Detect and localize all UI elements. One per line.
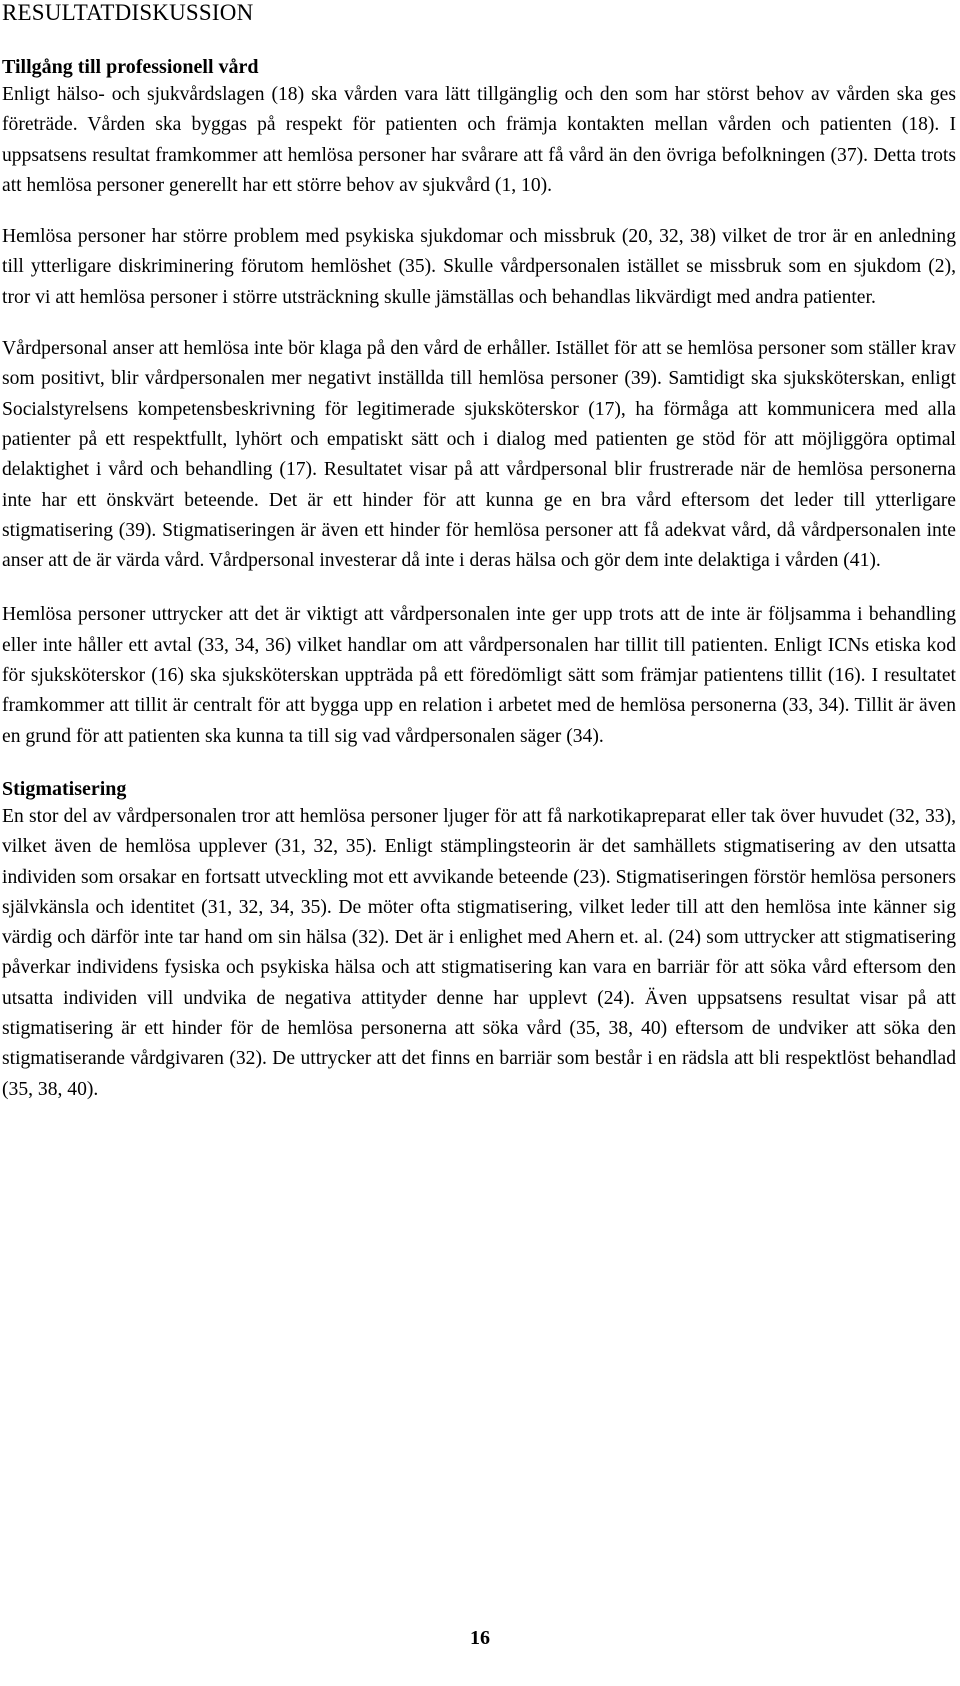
paragraph: Hemlösa personer har större problem med psykiska sjukdomar och missbruk (20, 32, 38) vilket de tror är en anledning till ytterligare diskriminering förutom hemlöshet (35). Skulle vårdpersonalen istället se missbruk som en sjukdom (2), tror vi att hemlösa personer i större utsträckning skulle jämställas och behandlas likvärdigt med andra patienter. <box>2 226 956 308</box>
section-heading-access: Tillgång till professionell vård <box>2 56 259 78</box>
paragraph: Vårdpersonal anser att hemlösa inte bör klaga på den vård de erhåller. Istället för att se hemlösa personer som ställer krav som positivt, blir vårdpersonalen mer negativt inställda till hemlösa personer (39). Samtidigt ska sjuksköterskan, enligt Socialstyrelsens kompetensbeskrivning för legitimerade sjuksköterskor (17), ha förmåga att kommunicera med alla patienter på ett respektfullt, lyhört och empatiskt sätt och i dialog med patienten ge stöd för att möjliggöra optimal delaktighet i vård och behandling (17). Resultatet visar på att vårdpersonal blir frustrerade när de hemlösa personerna inte har ett önskvärt beteende. Det är ett hinder för att kunna ge en bra vård eftersom det leder till ytterligare stigmatisering (39). Stigmatiseringen är även ett hinder för hemlösa personer att få adekvat vård, då vårdpersonalen inte anser att de är värda vård. Vårdpersonal investerar då inte i deras hälsa och gör dem inte delaktiga i vården (41). <box>2 338 956 572</box>
section-heading-stigma: Stigmatisering <box>2 777 127 800</box>
page-number: 16 <box>470 1627 490 1649</box>
spacer <box>2 26 956 54</box>
main-title: RESULTATDISKUSSION <box>2 0 254 25</box>
paragraph: En stor del av vårdpersonalen tror att hemlösa personer ljuger för att få narkotikapreparat eller tak över huvudet (32, 33), vilket även de hemlösa upplever (31, 32, 35). Enligt stämplingsteorin är det samhällets stigmatisering av den utsatta individen som orsakar en fortsatt utveckling mot ett avvikande beteende (23). Stigmatiseringen förstör hemlösa personers självkänsla och identitet (31, 32, 34, 35). De möter ofta stigmatisering, vilket leder till att den hemlösa inte känner sig värdig och därför inte tar hand om sin hälsa (32). Det är i enlighet med Ahern et. al. (24) som uttrycker att stigmatisering påverkar individens fysiska och psykiska hälsa och att stigmatisering kan vara en barriär för att söka vård eftersom den utsatta individen vill undvika de negativa attityder denne har upplevt (24). Även uppsatsens resultat visar på att stigmatisering är ett hinder för de hemlösa personerna att söka vård (35, 38, 40) eftersom de undviker att söka den stigmatiserande vårdgivaren (32). De uttrycker att det finns en barriär som består i en rädsla att bli respektlöst behandlad (35, 38, 40). <box>2 805 956 1100</box>
spacer <box>2 313 956 334</box>
paragraph: Enligt hälso- och sjukvårdslagen (18) ska vården vara lätt tillgänglig och den som har störst behov av vården ska ges företräde. Vården ska byggas på respekt för patienten och främja kontakten mellan vården och patienten (18). I uppsatsens resultat framkommer att hemlösa personer har svårare att få vård än den övriga befolkningen (37). Detta trots att hemlösa personer generellt har ett större behov av sjukvård (1, 10). <box>2 84 956 196</box>
spacer <box>2 576 956 600</box>
paragraph: Hemlösa personer uttrycker att det är viktigt att vårdpersonalen inte ger upp trots att de inte är följsamma i behandling eller inte håller ett avtal (33, 34, 36) vilket handlar om att vårdpersonalen har tillit till patienten. Enligt ICNs etiska kod för sjuksköterskor (16) ska sjuksköterskan uppträda på ett föredömligt sätt som främjar patientens tillit (16). I resultatet framkommer att tillit är centralt för att bygga upp en relation i arbetet med de hemlösa personerna (33, 34). Tillit är även en grund för att patienten ska kunna ta till sig vad vårdpersonalen säger (34). <box>2 604 956 747</box>
spacer <box>2 752 956 776</box>
spacer <box>2 201 956 222</box>
